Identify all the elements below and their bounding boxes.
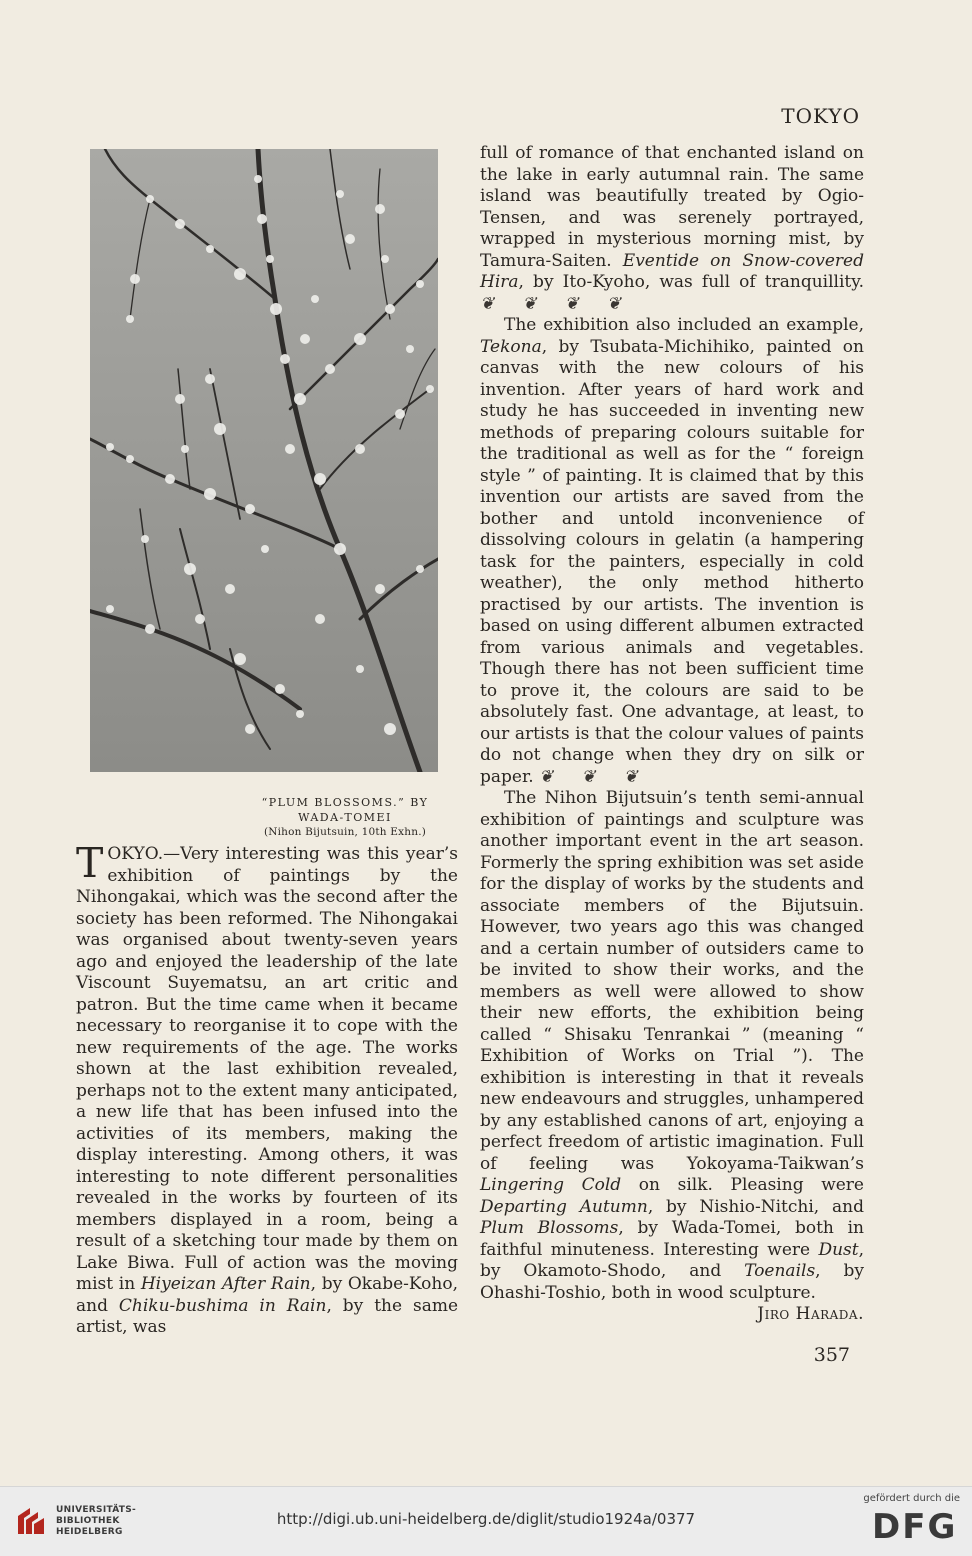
right-column bbox=[480, 143, 864, 1326]
author-signature: Jiro Harada. bbox=[757, 1304, 864, 1324]
artwork-title: Lingering Cold bbox=[480, 1175, 622, 1195]
artwork-title: Tekona bbox=[480, 336, 542, 357]
paragraph-nihongakai: TOKYO.—Very interesting was this year’s exhibition of paintings by the Nihongakai, which was the second after the society has been reformed. The Nihongakai was organised about twenty-seven years ago and enjoyed the leadership of the late Viscount Suyematsu, an art critic and patron. But the time came when it became necessary to reorganise it to cope with the new requirements of the age. The works shown at the last exhibition revealed, perhaps not to the extent many anticipated, a new life that has been infused into the activities of its members, making the display interesting. Among others, it was interesting to note different personalities revealed in the works by fourteen of its members displayed in a room, being a result of a sketching tour made by them on Lake Biwa. Full of action was the moving mist in Hiyeizan After Rain, by Okabe-Koho, and Chiku-bushima in Rain, by the same artist, was bbox=[76, 839, 459, 1337]
paragraph-new-colours: The exhibition also included an example, Tekona, by Tsubata-Michihiko, painted on canvas with the new colours of his invention. After years of hard work and study he has succeeded in inventing new methods of preparing colours suitable for the traditional as well as for the “ foreign style ” of painting. It is claimed that by this invention our artists are saved from the bother and untold inconvenience of dissolving colours in gelatin (a hampering task for the painters, especially in cold weather), the only method hitherto practised by our artists. The invention is based on using different albumen extracted from various animals and vegetables. Though there has not been sufficient time to prove it, the colours are said to be absolutely fast. One advantage, at least, to our artists is that the colour values of paints do not change when they dry on silk or paper. ❦❦❦ bbox=[480, 315, 864, 787]
left-column bbox=[76, 839, 459, 1339]
page-number: 357 bbox=[813, 1344, 850, 1366]
artwork-title: Departing Autumn bbox=[480, 1196, 648, 1217]
leaf-ornament-icon: ❦❦❦❦ bbox=[480, 293, 649, 314]
paragraph-bijutsuin: The Nihon Bijutsuin’s tenth semi-annual exhibition of paintings and sculpture was another important event in the art season. Formerly the spring exhibition was set aside for the display of works by the students and associate members of the Bijutsuin. However, two years ago this was changed and a certain number of outsiders came to be invited to show their works, and the members as well were allowed to show their new efforts, the exhibition being called “ Shisaku Tenrankai ” (meaning “ Exhibition of Works on Trial ”). The exhibition is interesting in that it reveals new endeavours and struggles, unhampered by any established canons of art, enjoying a perfect freedom of artistic imagination. Full of feeling was Yokoyama-Taikwan’s Lingering Cold on silk. Pleasing were Departing Autumn, by Nishio-Nitchi, and Plum Blossoms, by Wada-Tomei, both in faithful minuteness. Interesting were Dust, by Okamoto-Shodo, and Toenails, by Ohashi-Toshio, both in wood sculpture. bbox=[480, 788, 865, 1303]
permalink-url[interactable]: http://digi.ub.uni-heidelberg.de/diglit/studio1924a/0377 bbox=[276, 1510, 696, 1528]
artwork-title: Hiyeizan After Rain bbox=[140, 1274, 311, 1294]
funded-by-label: gefördert durch die bbox=[863, 1493, 960, 1504]
plum-blossoms-illustration bbox=[90, 149, 438, 772]
caption-title: “PLUM BLOSSOMS.” BY bbox=[261, 796, 429, 809]
leaf-ornament-icon: ❦❦❦ bbox=[539, 766, 666, 787]
artwork-title: Dust bbox=[818, 1239, 859, 1260]
library-name: UNIVERSITÄTS- BIBLIOTHEK HEIDELBERG bbox=[56, 1505, 137, 1537]
caption-author: WADA-TOMEI bbox=[298, 811, 392, 824]
drop-cap: T bbox=[76, 839, 104, 887]
plum-branches-image bbox=[90, 149, 438, 772]
artwork-title: Chiku-bushima in Rain bbox=[118, 1295, 327, 1316]
viewer-footer bbox=[0, 1486, 972, 1556]
artwork-title: Plum Blossoms bbox=[480, 1218, 619, 1238]
figure-caption bbox=[220, 795, 470, 840]
artwork-title: Eventide on Snow-covered Hira bbox=[480, 250, 864, 292]
caption-source: (Nihon Bijutsuin, 10th Exhn.) bbox=[263, 826, 427, 838]
artwork-title: Toenails bbox=[744, 1261, 816, 1281]
paragraph-continued: full of romance of that enchanted island on the lake in early autumnal rain. The same island was beautifully treated by Ogio-Tensen, and was serenely portrayed, wrapped in mysterious morning mist, by Tamura-Saiten. Eventide on Snow-covered Hira, by Ito-Kyoho, was full of tranquillity. ❦❦❦❦ bbox=[480, 143, 864, 314]
running-head: TOKYO bbox=[781, 104, 860, 128]
dfg-logo: DFG bbox=[872, 1507, 958, 1547]
